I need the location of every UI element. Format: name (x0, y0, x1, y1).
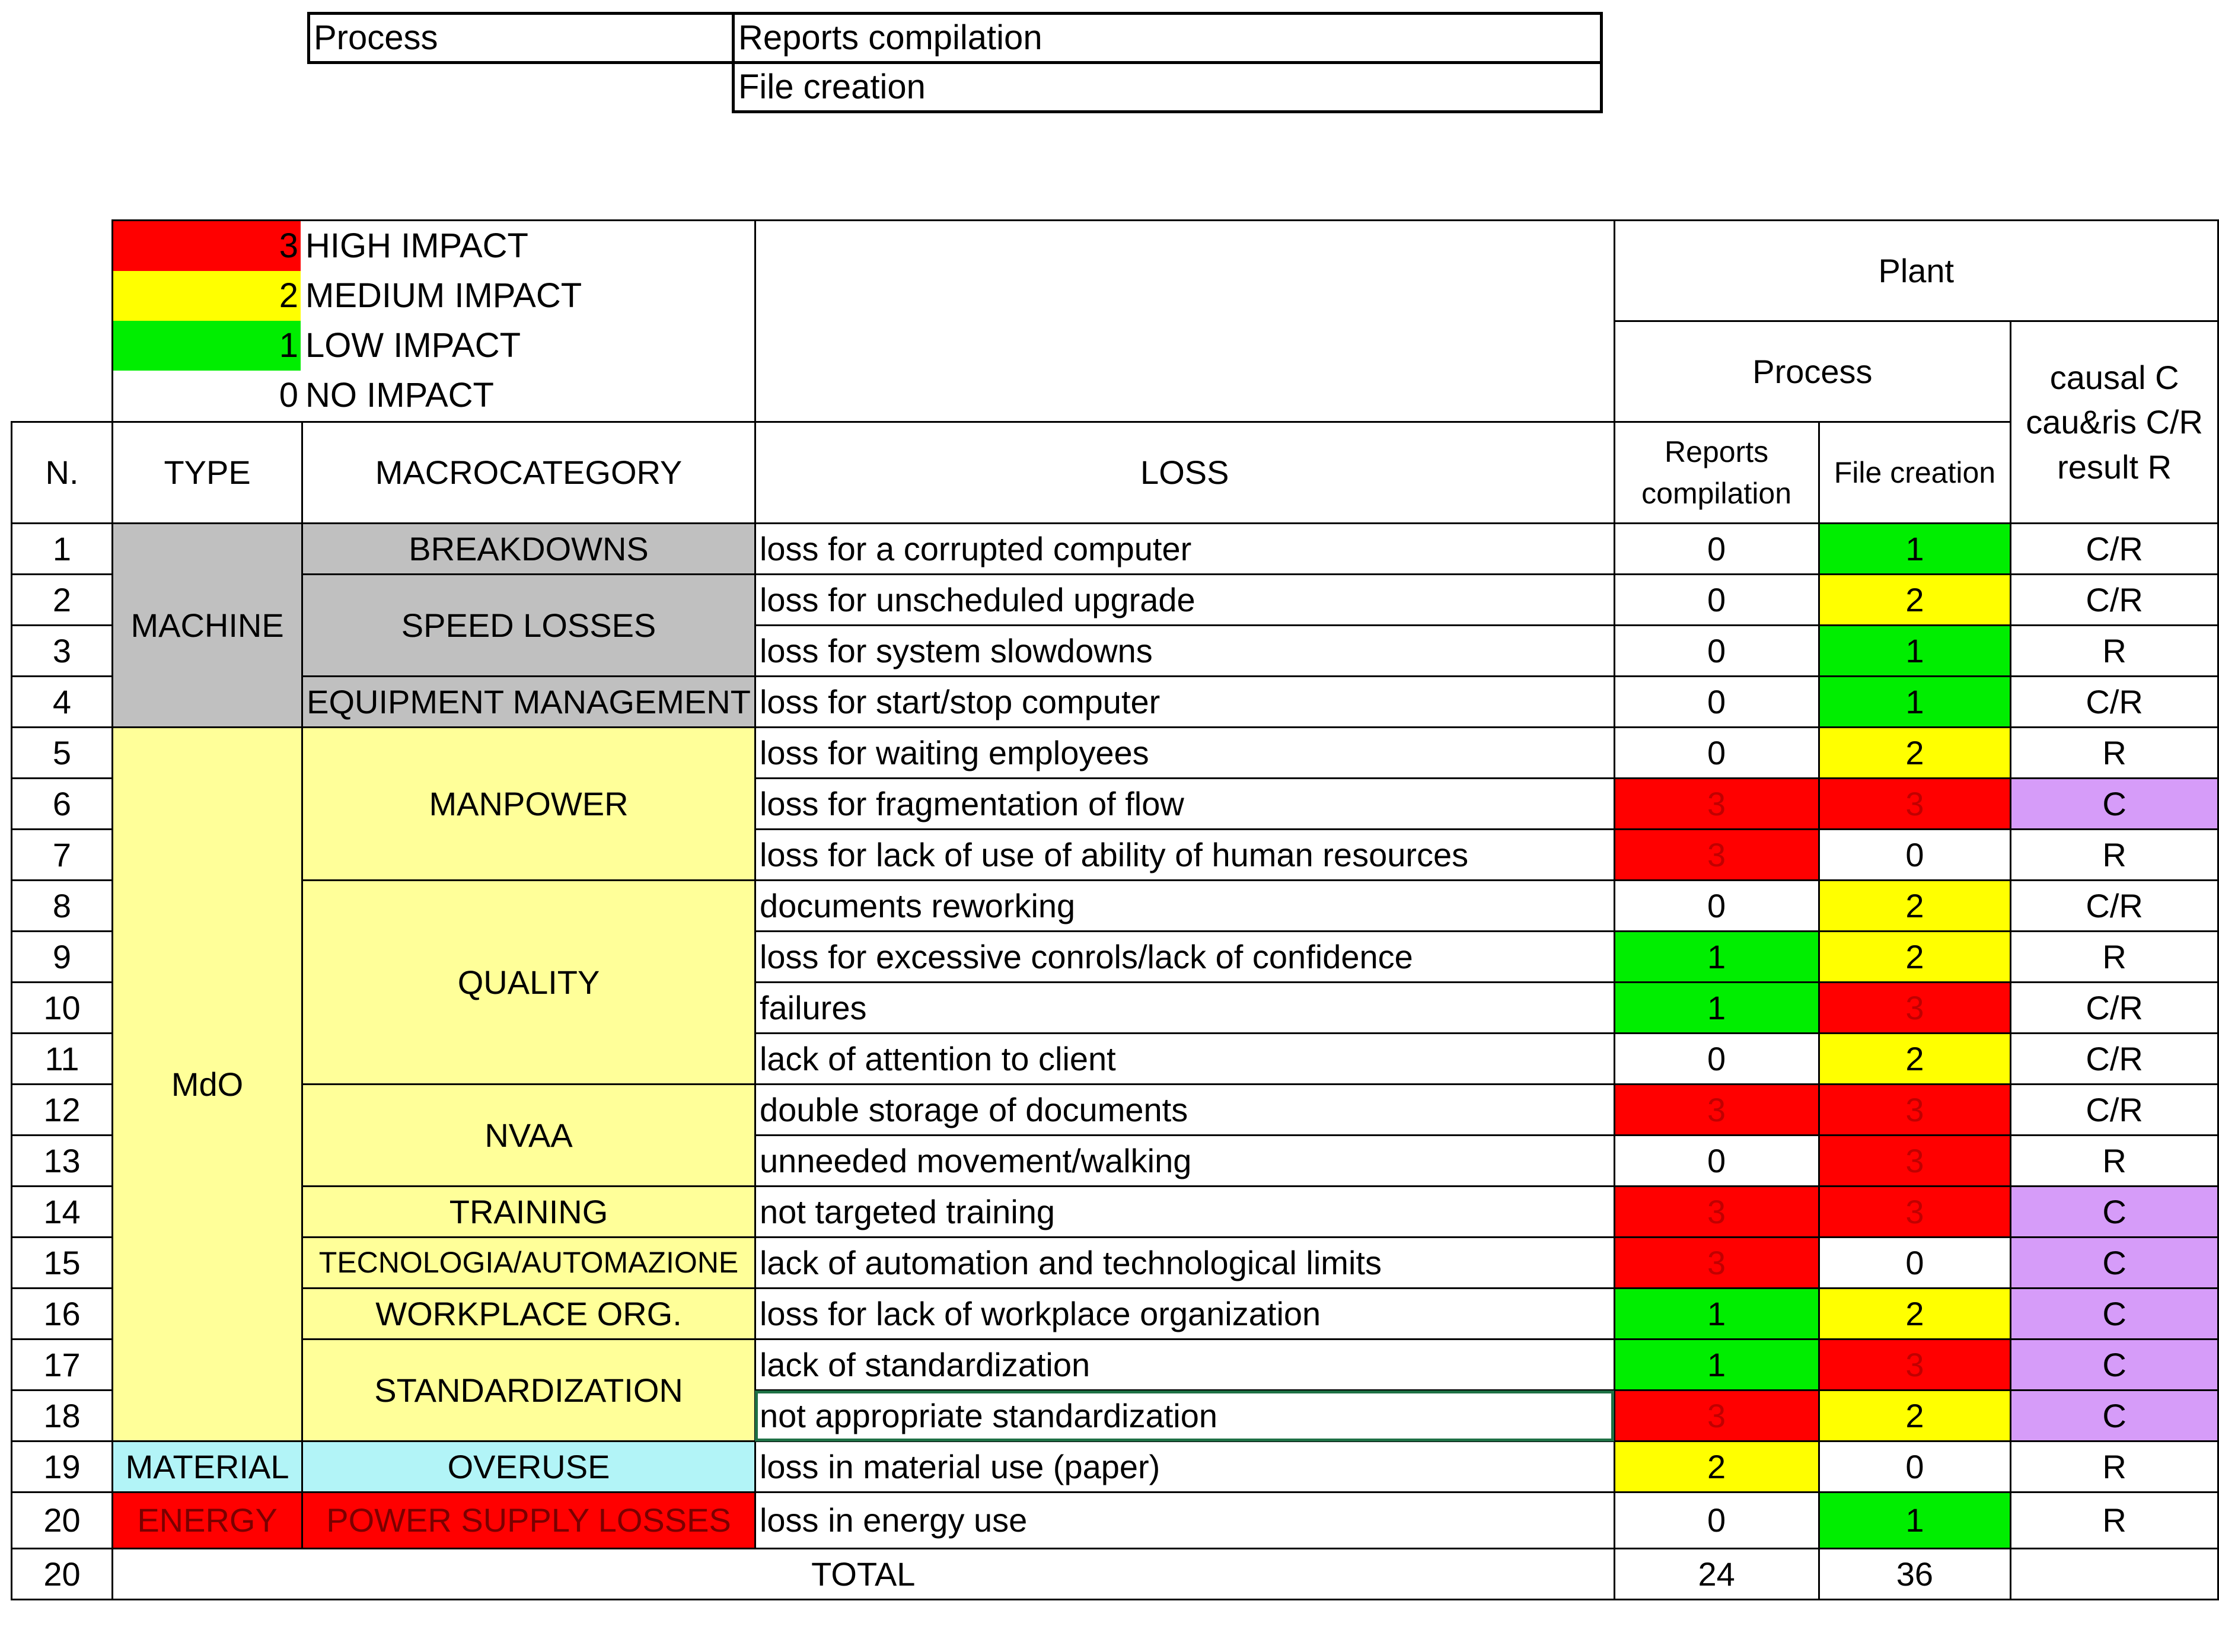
causal-value[interactable]: R (2011, 626, 2218, 677)
loss-cell[interactable]: lack of standardization (755, 1340, 1614, 1391)
file-value[interactable]: 2 (1819, 1034, 2011, 1085)
loss-cell[interactable]: loss in material use (paper) (755, 1441, 1614, 1492)
loss-cell[interactable]: loss for unscheduled upgrade (755, 575, 1614, 626)
reports-value[interactable]: 3 (1614, 1238, 1819, 1289)
reports-value[interactable]: 3 (1614, 830, 1819, 881)
total-file[interactable]: 36 (1819, 1549, 2011, 1600)
reports-value[interactable]: 3 (1614, 1187, 1819, 1238)
total-row (12, 1549, 2218, 1600)
file-value[interactable]: 2 (1819, 1391, 2011, 1441)
reports-value[interactable]: 0 (1614, 626, 1819, 677)
row-number[interactable]: 12 (12, 1085, 113, 1136)
table-row (12, 1085, 2218, 1136)
causal-value[interactable]: C (2011, 1391, 2218, 1441)
row-number[interactable]: 3 (12, 626, 113, 677)
table-row (12, 1187, 2218, 1238)
reports-value[interactable]: 1 (1614, 1289, 1819, 1340)
file-value[interactable]: 3 (1819, 1340, 2011, 1391)
file-value[interactable]: 3 (1819, 1085, 2011, 1136)
row-number[interactable]: 11 (12, 1034, 113, 1085)
row-number[interactable]: 2 (12, 575, 113, 626)
macro-power-supply-losses[interactable]: POWER SUPPLY LOSSES (302, 1492, 755, 1549)
row-number[interactable]: 9 (12, 932, 113, 983)
causal-value[interactable]: C (2011, 1187, 2218, 1238)
table-row (12, 1492, 2218, 1549)
file-value[interactable]: 1 (1819, 626, 2011, 677)
table-row (12, 1238, 2218, 1289)
table-row (12, 881, 2218, 932)
legend-swatch: 2 (113, 271, 301, 321)
row-number[interactable]: 14 (12, 1187, 113, 1238)
reports-value[interactable]: 0 (1614, 524, 1819, 575)
macro-workplace-org[interactable]: WORKPLACE ORG. (302, 1289, 755, 1340)
reports-value[interactable]: 3 (1614, 779, 1819, 830)
file-value[interactable]: 2 (1819, 575, 2011, 626)
table-row (12, 728, 2218, 779)
header-macrocategory[interactable]: MACROCATEGORY (302, 422, 755, 524)
loss-cell[interactable]: lack of attention to client (755, 1034, 1614, 1085)
process-group-header[interactable]: Process (1614, 321, 2011, 422)
total-reports[interactable]: 24 (1614, 1549, 1819, 1600)
file-value[interactable]: 2 (1819, 728, 2011, 779)
row-number[interactable]: 6 (12, 779, 113, 830)
reports-value[interactable]: 1 (1614, 1340, 1819, 1391)
causal-value[interactable]: C/R (2011, 575, 2218, 626)
causal-value[interactable]: C/R (2011, 881, 2218, 932)
header-n[interactable]: N. (12, 422, 113, 524)
row-number[interactable]: 1 (12, 524, 113, 575)
causal-value[interactable]: C (2011, 1289, 2218, 1340)
loss-matrix-table (11, 219, 2219, 1600)
causal-value[interactable]: C (2011, 779, 2218, 830)
loss-cell-selected[interactable]: not appropriate standardization (755, 1391, 1614, 1441)
type-mdo[interactable]: MdO (113, 728, 302, 1441)
loss-cell[interactable]: documents reworking (755, 881, 1614, 932)
reports-value[interactable]: 1 (1614, 983, 1819, 1034)
row-number[interactable]: 8 (12, 881, 113, 932)
type-machine[interactable]: MACHINE (113, 524, 302, 728)
reports-value[interactable]: 2 (1614, 1441, 1819, 1492)
macro-manpower[interactable]: MANPOWER (302, 728, 755, 881)
table-row (12, 677, 2218, 728)
header-line: Reports (1665, 435, 1769, 468)
reports-value[interactable]: 0 (1614, 881, 1819, 932)
causal-header-line: cau&ris C/R (2026, 403, 2203, 441)
causal-header-line: causal C (2049, 358, 2179, 396)
plant-header[interactable]: Plant (1614, 221, 2218, 321)
loss-cell[interactable]: loss for system slowdowns (755, 626, 1614, 677)
file-value[interactable]: 0 (1819, 830, 2011, 881)
file-value[interactable]: 2 (1819, 1289, 2011, 1340)
causal-value[interactable]: R (2011, 1136, 2218, 1187)
file-value[interactable]: 0 (1819, 1441, 2011, 1492)
macro-speed-losses[interactable]: SPEED LOSSES (302, 575, 755, 677)
process-item-file[interactable]: File creation (734, 63, 1602, 112)
file-value[interactable]: 1 (1819, 677, 2011, 728)
legend-label: NO IMPACT (305, 376, 494, 415)
table-row (12, 1441, 2218, 1492)
causal-value[interactable]: R (2011, 932, 2218, 983)
causal-value[interactable]: C/R (2011, 1034, 2218, 1085)
macro-overuse[interactable]: OVERUSE (302, 1441, 755, 1492)
loss-cell[interactable]: not targeted training (755, 1187, 1614, 1238)
causal-header[interactable] (2011, 321, 2218, 524)
row-number[interactable]: 10 (12, 983, 113, 1034)
file-value[interactable]: 1 (1819, 1492, 2011, 1549)
process-label-cell[interactable]: Process (309, 14, 734, 63)
legend-item-high (113, 221, 754, 271)
legend-label: MEDIUM IMPACT (305, 276, 582, 315)
file-value[interactable]: 2 (1819, 881, 2011, 932)
loss-cell[interactable]: loss for fragmentation of flow (755, 779, 1614, 830)
process-header-table (307, 12, 1603, 113)
type-material[interactable]: MATERIAL (113, 1441, 302, 1492)
loss-cell[interactable]: double storage of documents (755, 1085, 1614, 1136)
file-value[interactable]: 2 (1819, 932, 2011, 983)
reports-value[interactable]: 0 (1614, 677, 1819, 728)
row-number[interactable]: 7 (12, 830, 113, 881)
header-line: compilation (1641, 477, 1792, 510)
table-row (12, 1340, 2218, 1391)
empty-cell[interactable] (309, 63, 734, 112)
legend-label: HIGH IMPACT (305, 227, 528, 266)
impact-legend (113, 221, 755, 422)
process-item-reports[interactable]: Reports compilation (734, 14, 1602, 63)
file-value[interactable]: 1 (1819, 524, 2011, 575)
table-row (12, 1289, 2218, 1340)
legend-swatch: 0 (113, 371, 301, 420)
legend-label: LOW IMPACT (305, 326, 521, 365)
legend-swatch: 1 (113, 321, 301, 371)
macro-nvaa[interactable]: NVAA (302, 1085, 755, 1187)
total-label[interactable]: TOTAL (113, 1549, 1615, 1600)
legend-item-low (113, 321, 754, 371)
row-number[interactable]: 18 (12, 1391, 113, 1441)
reports-value[interactable]: 1 (1614, 932, 1819, 983)
loss-cell[interactable]: loss for excessive conrols/lack of confidence (755, 932, 1614, 983)
causal-value[interactable]: C/R (2011, 524, 2218, 575)
reports-value[interactable]: 3 (1614, 1085, 1819, 1136)
file-value[interactable]: 3 (1819, 1187, 2011, 1238)
empty-cell (12, 221, 113, 422)
legend-swatch: 3 (113, 221, 301, 271)
header-type[interactable]: TYPE (113, 422, 302, 524)
causal-header-line: result R (2057, 448, 2172, 486)
legend-item-none (113, 371, 754, 420)
causal-value[interactable]: C/R (2011, 983, 2218, 1034)
loss-cell[interactable]: loss for start/stop computer (755, 677, 1614, 728)
row-number[interactable]: 19 (12, 1441, 113, 1492)
reports-value[interactable]: 0 (1614, 728, 1819, 779)
row-number[interactable]: 16 (12, 1289, 113, 1340)
row-number[interactable]: 4 (12, 677, 113, 728)
loss-cell[interactable]: loss for a corrupted computer (755, 524, 1614, 575)
causal-value[interactable]: C (2011, 1238, 2218, 1289)
macro-equipment-management[interactable]: EQUIPMENT MANAGEMENT (302, 677, 755, 728)
causal-value[interactable]: R (2011, 1441, 2218, 1492)
row-number[interactable]: 13 (12, 1136, 113, 1187)
reports-value[interactable]: 0 (1614, 1034, 1819, 1085)
reports-value[interactable]: 3 (1614, 1391, 1819, 1441)
file-value[interactable]: 3 (1819, 1136, 2011, 1187)
causal-value[interactable]: R (2011, 1492, 2218, 1549)
loss-cell[interactable]: failures (755, 983, 1614, 1034)
causal-value[interactable]: R (2011, 830, 2218, 881)
row-number[interactable]: 15 (12, 1238, 113, 1289)
row-number[interactable]: 20 (12, 1492, 113, 1549)
empty-cell[interactable] (755, 221, 1614, 422)
header-file-creation[interactable]: File creation (1819, 422, 2011, 524)
macro-quality[interactable]: QUALITY (302, 881, 755, 1085)
total-causal[interactable] (2011, 1549, 2218, 1600)
table-row (12, 575, 2218, 626)
macro-standardization[interactable]: STANDARDIZATION (302, 1340, 755, 1441)
reports-value[interactable]: 0 (1614, 1136, 1819, 1187)
header-loss[interactable]: LOSS (755, 422, 1614, 524)
loss-cell[interactable]: loss for waiting employees (755, 728, 1614, 779)
loss-cell[interactable]: lack of automation and technological limits (755, 1238, 1614, 1289)
type-energy[interactable]: ENERGY (113, 1492, 302, 1549)
reports-value[interactable]: 0 (1614, 1492, 1819, 1549)
macro-tecnologia-automazione[interactable]: TECNOLOGIA/AUTOMAZIONE (302, 1238, 755, 1289)
loss-cell[interactable]: loss in energy use (755, 1492, 1614, 1549)
causal-value[interactable]: C/R (2011, 677, 2218, 728)
loss-cell[interactable]: unneeded movement/walking (755, 1136, 1614, 1187)
file-value[interactable]: 3 (1819, 983, 2011, 1034)
macro-breakdowns[interactable]: BREAKDOWNS (302, 524, 755, 575)
causal-value[interactable]: C/R (2011, 1085, 2218, 1136)
header-reports-compilation[interactable] (1614, 422, 1819, 524)
causal-value[interactable]: R (2011, 728, 2218, 779)
row-number[interactable]: 5 (12, 728, 113, 779)
total-count[interactable]: 20 (12, 1549, 113, 1600)
loss-cell[interactable]: loss for lack of workplace organization (755, 1289, 1614, 1340)
reports-value[interactable]: 0 (1614, 575, 1819, 626)
file-value[interactable]: 3 (1819, 779, 2011, 830)
legend-item-medium (113, 271, 754, 321)
table-row (12, 524, 2218, 575)
file-value[interactable]: 0 (1819, 1238, 2011, 1289)
macro-training[interactable]: TRAINING (302, 1187, 755, 1238)
loss-cell[interactable]: loss for lack of use of ability of human resources (755, 830, 1614, 881)
row-number[interactable]: 17 (12, 1340, 113, 1391)
causal-value[interactable]: C (2011, 1340, 2218, 1391)
